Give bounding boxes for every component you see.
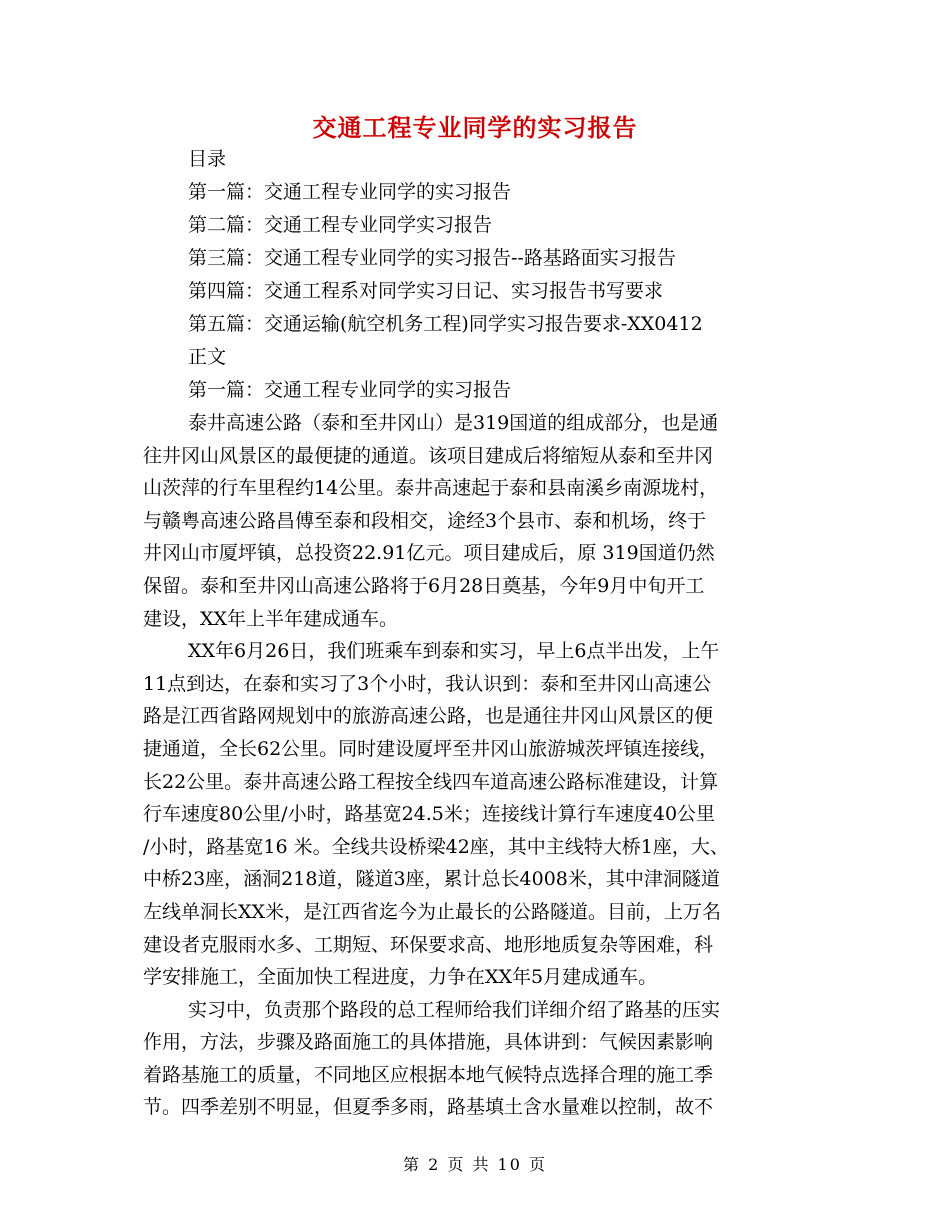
toc-item: 第三篇：交通工程专业同学的实习报告--路基路面实习报告 (188, 247, 676, 269)
paragraph (143, 994, 811, 1124)
text-line: 山茨萍的行车里程约14公里。泰井高速起于泰和县南溪乡南源垅村， (143, 477, 719, 500)
text-line: 左线单洞长XX米，是江西省迄今为止最长的公路隧道。目前，上万名 (143, 900, 722, 923)
text-line: 井冈山市厦坪镇，总投资22.91亿元。项目建成后，原 319国道仍然 (143, 542, 715, 565)
text-line: 路是江西省路网规划中的旅游高速公路，也是通往井冈山风景区的便 (143, 705, 714, 728)
text-line: 泰井高速公路（泰和至井冈山）是319国道的组成部分，也是通 (188, 412, 719, 434)
text-line: 学安排施工，全面加快工程进度，力争在XX年5月建成通车。 (143, 966, 658, 989)
toc-heading: 目录 (188, 148, 227, 170)
text-line: 作用，方法，步骤及路面施工的具体措施，具体讲到：气候因素影响 (143, 1031, 714, 1054)
text-line: 节。四季差别不明显，但夏季多雨，路基填土含水量难以控制，故不 (143, 1096, 714, 1119)
text-line: 往井冈山风景区的最便捷的通道。该项目建成后将缩短从泰和至井冈 (143, 444, 714, 467)
text-line: 与赣粤高速公路昌傅至泰和段相交，途经3个县市、泰和机场，终于 (143, 509, 707, 532)
paragraph (143, 407, 811, 635)
text-line: 建设，XX年上半年建成通车。 (143, 607, 399, 630)
toc-item: 第二篇：交通工程专业同学实习报告 (188, 214, 493, 236)
page-number: 第 2 页 共 10 页 (403, 1155, 547, 1174)
toc-item: 第四篇：交通工程系对同学实习日记、实习报告书写要求 (188, 280, 664, 302)
toc-item: 第五篇：交通运输(航空机务工程)同学实习报告要求-XX0412 (188, 313, 703, 335)
toc-item: 第一篇：交通工程专业同学的实习报告 (188, 181, 512, 203)
paragraph (143, 635, 811, 994)
text-line: 长22公里。泰井高速公路工程按全线四车道高速公路标准建设，计算 (143, 770, 719, 793)
text-line: 行车速度80公里/小时，路基宽24.5米；连接线计算行车速度40公里 (143, 803, 716, 826)
text-line: 中桥23座，涵洞218道，隧道3座，累计总长4008米，其中津洞隧道 (143, 868, 720, 891)
text-line: 建设者克服雨水多、工期短、环保要求高、地形地质复杂等困难，科 (143, 933, 714, 956)
body-heading: 正文 (188, 346, 227, 368)
text-line: XX年6月26日，我们班乘车到泰和实习，早上6点半出发，上午 (188, 640, 720, 663)
section-heading: 第一篇：交通工程专业同学的实习报告 (188, 379, 512, 401)
document-title: 交通工程专业同学的实习报告 (312, 113, 638, 142)
text-line: 实习中，负责那个路段的总工程师给我们详细介绍了路基的压实 (188, 998, 721, 1021)
document-body (143, 407, 811, 1124)
text-line: /小时，路基宽16 米。全线共设桥梁42座，其中主线特大桥1座，大、 (143, 835, 729, 858)
text-line: 保留。泰和至井冈山高速公路将于6月28日奠基，今年9月中旬开工 (143, 574, 705, 597)
text-line: 着路基施工的质量，不同地区应根据本地气候特点选择合理的施工季 (143, 1063, 714, 1086)
text-line: 11点到达，在泰和实习了3个小时，我认识到：泰和至井冈山高速公 (143, 672, 712, 695)
table-of-contents (188, 143, 828, 407)
text-line: 捷通道，全长62公里。同时建设厦坪至井冈山旅游城茨坪镇连接线， (143, 737, 719, 760)
